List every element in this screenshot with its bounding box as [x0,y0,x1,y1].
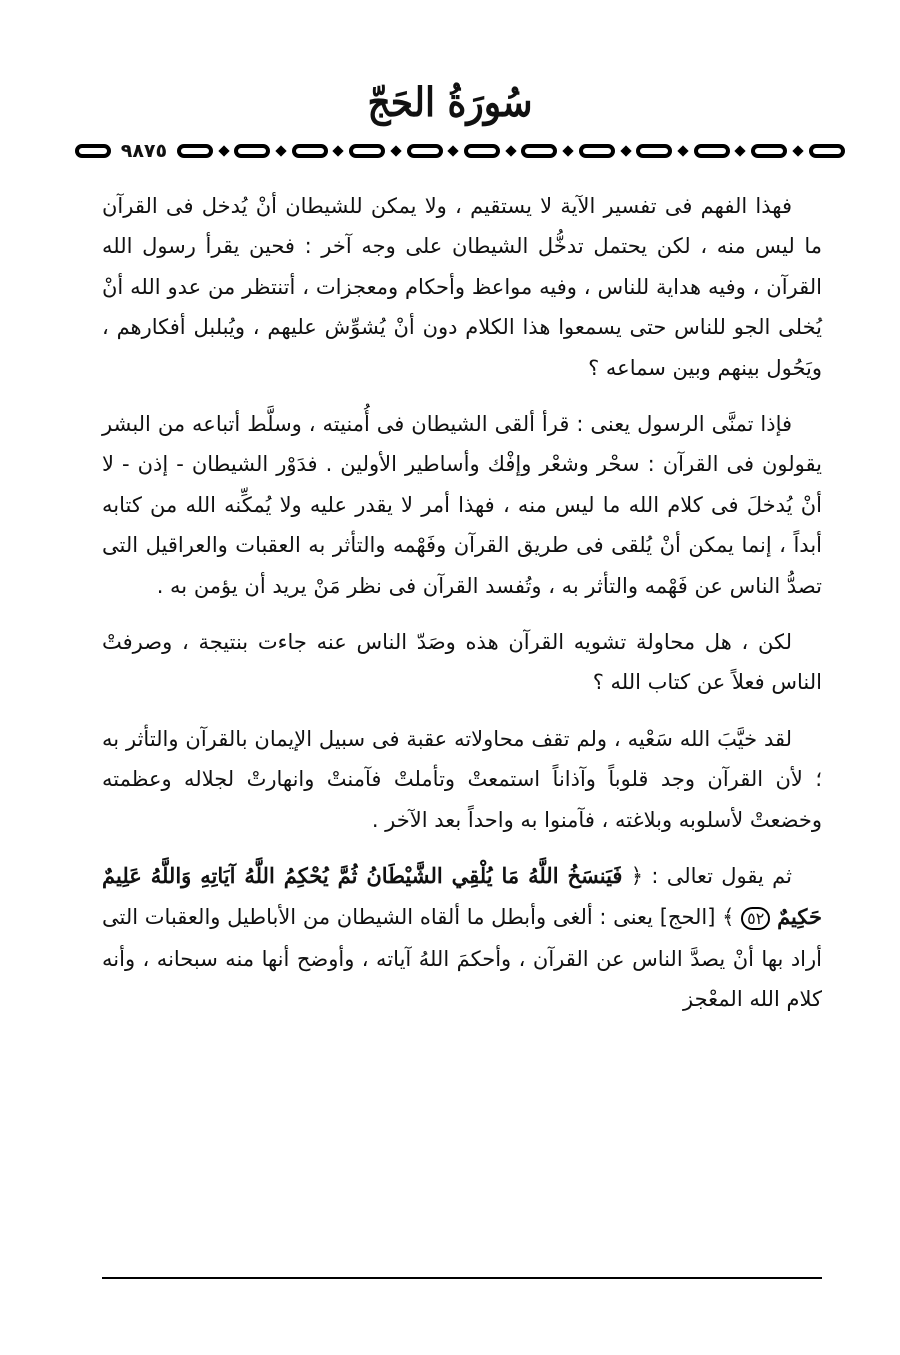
verse-commentary: ﴾ [الحج] يعنى : ألغى وأبطل ما ألقاه الشيطان من الأباطيل والعقبات التى أراد بها أنْ يصدَّ الناس عن القرآن ، وأحكمَ اللهُ آياته ، وأوضح أنها منه سبحانه ، وأنه كلام الله المعْجز [102,904,822,1012]
ornament-dot [677,145,688,156]
paragraph-1: فهذا الفهم فى تفسير الآية لا يستقيم ، ولا يمكن للشيطان أنْ يُدخل فى القرآن ما ليس منه ، لكن يحتمل تدخُّل الشيطان على وجه آخر : فحين يقرأ رسول الله القرآن ، وفيه هداية للناس ، وفيه مواعظ وأحكام ومعجزات ، أتنتظر من عدو الله أنْ يُخلى الجو للناس حتى يسمعوا هذا الكلام دون أنْ يُشوِّش عليهم ، ويُبلبل أفكارهم ، ويَحُول بينهم وبين سماعه ؟ [102,194,822,380]
quran-verse: فَيَنسَخُ اللَّهُ مَا يُلْقِي الشَّيْطَانُ ثُمَّ يُحْكِمُ اللَّهُ آيَاتِهِ وَاللَّهُ عَلِيمٌ حَكِيمٌ [102,863,822,929]
ornament-dot [218,145,229,156]
ornament-dot [390,145,401,156]
page-number: ٩٨٧٥ [120,140,168,162]
ornament-dot [333,145,344,156]
ornament-dot [275,145,286,156]
verse-intro: ثم يقول تعالى : ﴿ [630,864,792,889]
ornament-link [177,144,213,158]
ornament-link [349,144,385,158]
ornament-link [636,144,672,158]
paragraph-4: لقد خيَّبَ الله سَعْيه ، ولم تقف محاولاته عقبة فى سبيل الإيمان بالقرآن والتأثر به ؛ لأن القرآن وجد قلوباً وآذاناً استمعتْ وتأملتْ فآمنتْ وانهارتْ لجلاله وعظمته وخضعتْ لأسلوبه وبلاغته ، فآمنوا به واحداً بعد الآخر . [102,726,822,832]
ornament-dot [620,145,631,156]
ornament-dot [563,145,574,156]
paragraph-2: فإذا تمنَّى الرسول يعنى : قرأ ألقى الشيطان فى أُمنيته ، وسلَّط أتباعه من البشر يقولون فى القرآن : سحْر وشعْر وإفْك وأساطير الأولين . فدَوْر الشيطان - إذن - لا أنْ يُدخلَ فى كلام الله ما ليس منه ، فهذا أمر لا يقدر عليه ولا يُمكِّنه الله من كتابه أبداً ، إنما يمكن أنْ يُلقى فى طريق القرآن وفَهْمه والتأثر به العقبات والعراقيل التى تصدُّ الناس عن فَهْمه والتأثر به ، وتُفسد القرآن فى نظر مَنْ يريد أن يؤمن به . [102,412,822,598]
ornament-dot [792,145,803,156]
ornament-link [234,144,270,158]
surah-title: سُورَةُ الحَجّ [367,79,533,126]
ornament-dot [735,145,746,156]
ornament-link [579,144,615,158]
ornament-link [292,144,328,158]
ornament-link [809,144,845,158]
ornament-dot [505,145,516,156]
ornament-link [694,144,730,158]
ornament-dot [448,145,459,156]
ornament-link [407,144,443,158]
footer-divider [102,1277,822,1279]
paragraph-3: لكن ، هل محاولة تشويه القرآن هذه وصَدّ الناس عنه جاءت بنتيجة ، وصرفتْ الناس فعلاً عن كتاب الله ؟ [102,630,822,695]
ornament-link [75,144,111,158]
ornament-link [751,144,787,158]
header-ornament [75,138,845,164]
page-body [102,186,822,1036]
ornament-link [464,144,500,158]
ornament-link [521,144,557,158]
verse-number: ٥٢ [741,907,770,930]
paragraph-5 [102,856,822,1020]
